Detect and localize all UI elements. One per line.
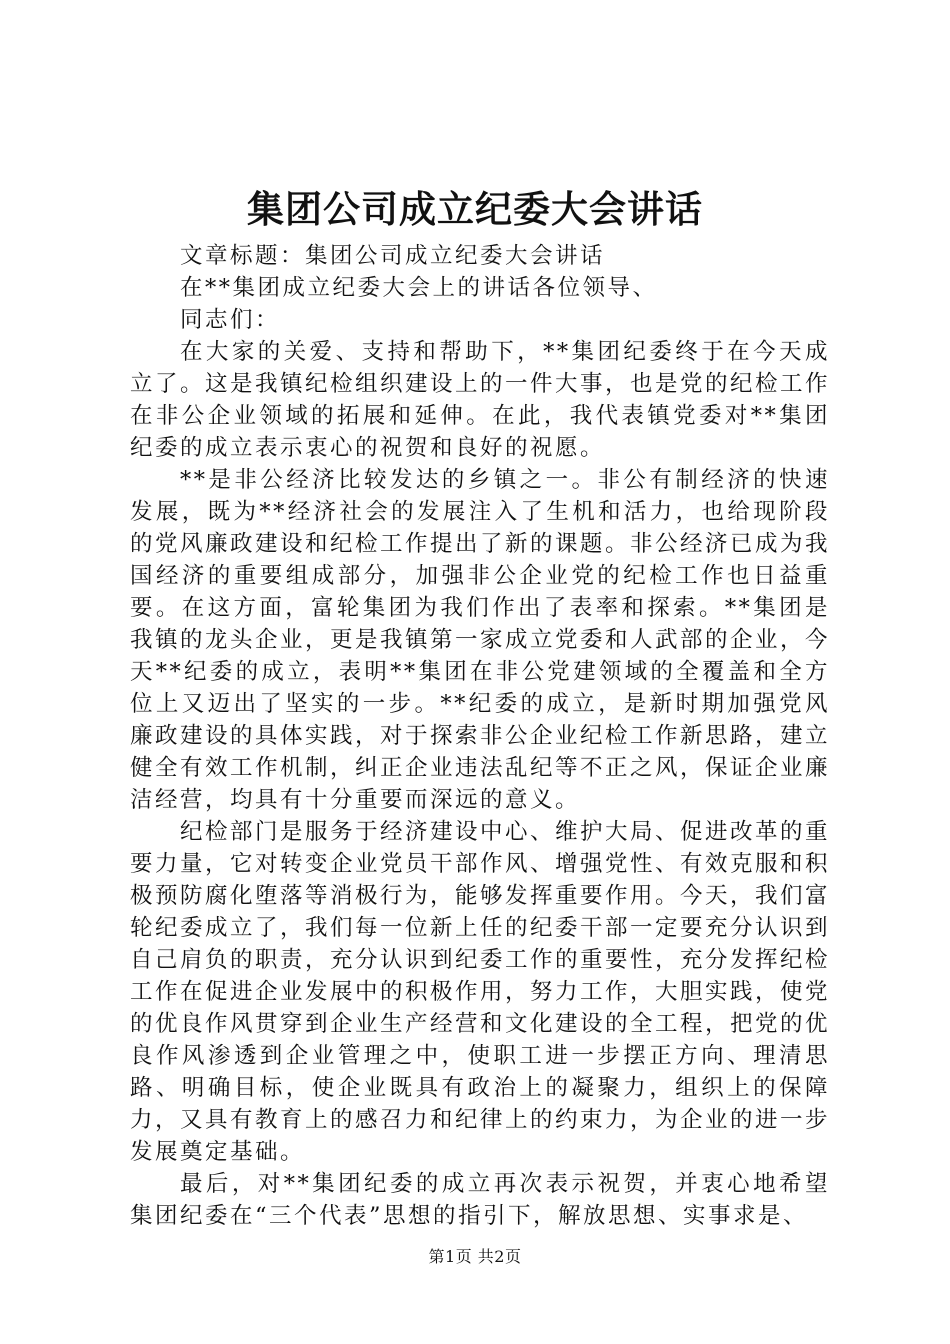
paragraph-3: 纪检部门是服务于经济建设中心、维护大局、促进改革的重要力量，它对转变企业党员干部作风、增强党性、有效克服和积极预防腐化堕落等消极行为，能够发挥重要作用。今天，我们富轮纪委成立了，我们每一位新上任的纪委干部一定要充分认识到自己肩负的职责，充分认识到纪委工作的重要性，充分发挥纪检工作在促进企业发展中的积极作用，努力工作，大胆实践，使党的优良作风贯穿到企业生产经营和文化建设的全工程，把党的优良作风渗透到企业管理之中，使职工进一步摆正方向、理清思路、明确目标，使企业既具有政治上的凝聚力，组织上的保障力，又具有教育上的感召力和纪律上的约束力，为企业的进一步发展奠定基础。 — [130, 819, 831, 1165]
page-number-footer: 第1页 共2页 — [428, 1247, 522, 1266]
paragraph-4: 最后，对**集团纪委的成立再次表示祝贺，并衷心地希望集团纪委在“三个代表”思想的指引下，解放思想、实事求是、 — [130, 1171, 830, 1229]
article-title-line: 文章标题：集团公司成立纪委大会讲话 — [180, 243, 606, 269]
salutation-line: 同志们： — [180, 307, 281, 333]
paragraph-2: **是非公经济比较发达的乡镇之一。非公有制经济的快速发展，既为**经济社会的发展注入了生机和活力，也给现阶段的党风廉政建设和纪检工作提出了新的课题。非公经济已成为我国经济的重要组成部分，加强非公企业党的纪检工作也日益重要。在这方面，富轮集团为我们作出了表率和探索。**集团是我镇的龙头企业，更是我镇第一家成立党委和人武部的企业，今天**纪委的成立，表明**集团在非公党建领域的全覆盖和全方位上又迈出了坚实的一步。**纪委的成立，是新时期加强党风廉政建设的具体实践，对于探索非公企业纪检工作新思路，建立健全有效工作机制，纠正企业违法乱纪等不正之风，保证企业廉洁经营，均具有十分重要而深远的意义。 — [130, 467, 831, 813]
document-title: 集团公司成立纪委大会讲话 — [247, 187, 703, 231]
paragraph-1: 在大家的关爱、支持和帮助下，**集团纪委终于在今天成立了。这是我镇纪检组织建设上的一件大事，也是党的纪检工作在非公企业领域的拓展和延伸。在此，我代表镇党委对**集团纪委的成立表示衷心的祝贺和良好的祝愿。 — [130, 339, 831, 461]
document-body — [130, 240, 830, 1232]
speech-heading-line: 在**集团成立纪委大会上的讲话各位领导、 — [180, 275, 658, 301]
